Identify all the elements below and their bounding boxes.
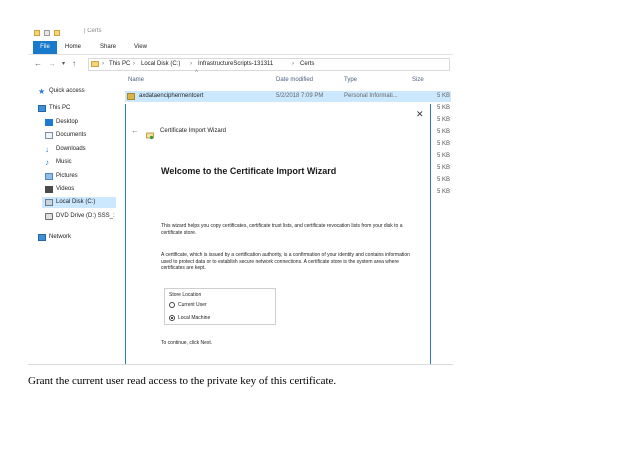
file-name: axdataenciphermentcert [139,93,204,99]
wizard-heading: Welcome to the Certificate Import Wizard [161,166,337,176]
ribbon [28,40,453,55]
breadcrumb-this-pc[interactable]: This PC [109,61,131,67]
folder-icon [91,61,99,67]
certificate-icon [146,127,154,135]
radio-current-user[interactable]: Current User [169,301,269,309]
nav-item-local-disk[interactable]: Local Disk (C:) [42,197,116,208]
store-location-group [164,288,276,325]
file-size: 5 KB [437,105,451,111]
certificate-import-wizard [125,104,431,365]
videos-icon [45,186,53,193]
drive-icon [45,199,53,206]
file-size: 5 KB [437,129,451,135]
address-bar[interactable] [88,58,450,71]
star-icon: ★ [38,87,46,96]
downloads-icon: ↓ [45,145,49,154]
radio-button[interactable] [169,315,175,321]
wizard-intro-text: This wizard helps you copy certificates, certificate trust lists, and certificate revocation lists from your disk to a certificate store. [161,223,403,236]
pictures-icon [45,173,53,180]
tab-file[interactable]: File [33,41,57,54]
file-size: 5 KB [437,141,451,147]
breadcrumb-separator: › [190,61,192,67]
chevron-down-icon[interactable]: ▾ [62,61,66,67]
column-header-date[interactable]: Date modified [276,77,314,83]
address-row [28,56,453,72]
desktop-icon [45,119,53,126]
file-type: Personal Informati... [344,93,398,99]
tab-view[interactable]: View [134,44,147,50]
file-date: 5/2/2018 7:09 PM [276,93,324,99]
column-header-size[interactable]: Size [412,77,424,83]
screenshot [28,28,453,365]
caption-text: Grant the current user read access to the private key of this certificate. [28,375,337,387]
title-bar [28,28,453,40]
file-size: 5 KB [437,165,451,171]
sort-chevron-up-icon: ^ [195,70,198,76]
tab-home[interactable]: Home [65,44,82,50]
close-icon[interactable]: ✕ [416,109,424,119]
navigation-pane: ★ Quick access This PC Desktop Documents ↓ Downloads ♪ Music Pictures Videos Local Disk (C:) DVD Drive (D:) SSS_: Network [38,87,115,240]
file-size: 5 KB [437,153,451,159]
wizard-title: Certificate Import Wizard [160,128,227,134]
breadcrumb-separator: › [292,61,294,67]
breadcrumb-separator: › [102,61,104,67]
network-icon [38,234,46,241]
music-icon: ♪ [45,158,49,167]
up-arrow-icon[interactable]: ↑ [72,59,76,68]
back-arrow-icon[interactable]: ← [34,59,42,68]
continue-instruction: To continue, click Next. [161,340,213,346]
column-header-name[interactable]: Name [128,77,145,83]
breadcrumb-certs[interactable]: Certs [300,61,315,67]
properties-icon[interactable] [44,30,50,36]
tab-share[interactable]: Share [100,44,117,50]
file-size: 5 KB [437,177,451,183]
file-row-selected[interactable] [125,91,451,102]
breadcrumb-separator: › [133,61,135,67]
breadcrumb-local-disk[interactable]: Local Disk (C:) [141,61,181,67]
breadcrumb-scripts-folder[interactable]: InfrastructureScripts-131311 [198,61,274,67]
dvd-icon [45,213,53,220]
certificate-file-icon [127,93,135,100]
new-folder-icon[interactable] [54,30,60,36]
file-size: 5 KB [437,117,451,123]
radio-local-machine[interactable]: Local Machine [169,314,269,322]
back-arrow-icon[interactable]: ← [131,126,139,135]
file-size: 5 KB [437,189,451,195]
window-title: | Certs [84,28,102,34]
forward-arrow-icon[interactable]: → [48,59,56,68]
store-location-title: Store Location [169,292,202,298]
column-header-type[interactable]: Type [344,77,358,83]
file-size: 5 KB [437,93,451,99]
computer-icon [38,105,46,112]
radio-button[interactable] [169,302,175,308]
folder-icon [34,30,40,36]
documents-icon [45,132,53,139]
wizard-description-text: A certificate, which is issued by a certification authority, is a confirmation of your identity and contains information used to protect data or to establish secure network connections. A certificate store is the system area where certificates are kept. [161,252,410,271]
